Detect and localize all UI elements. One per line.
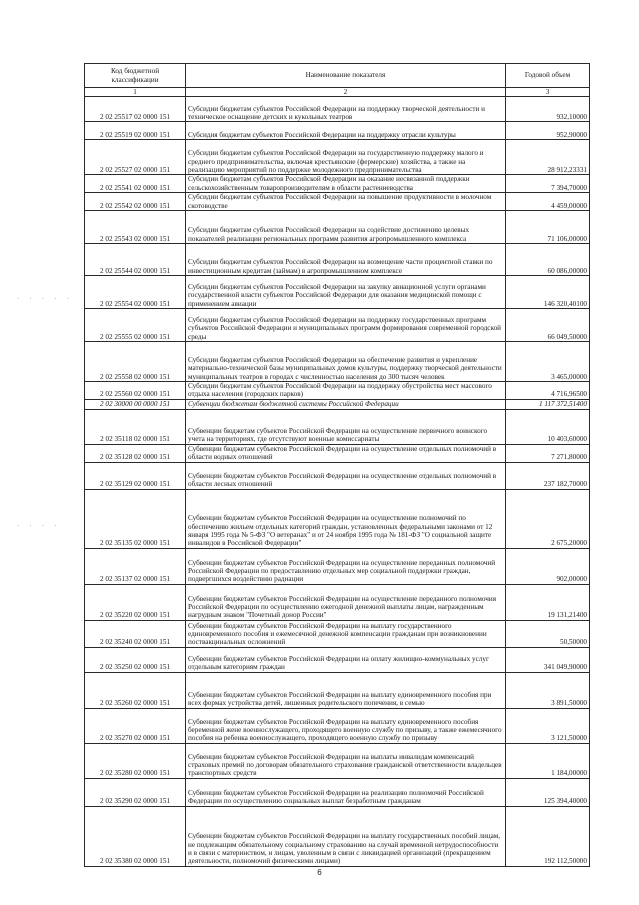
row-code: 2 02 35260 02 0000 151 (85, 672, 186, 708)
row-name: Субсидии бюджетам субъектов Российской Федерации на государственную поддержку малого и среднего предпринимательства, включая крестьянские (фермерские) хозяйства, а также на реализацию мероприятий по поддержке молодежного предпринимательства (186, 140, 506, 175)
row-name: Субвенции бюджетам субъектов Российской Федерации на выплату единовременного пособия беременной жене военнослужащего, проходящего военную службу по призыву, а также ежемесячного пособия на ребенка военнослужащего, проходящего военную службу по призыву (186, 708, 506, 743)
row-value: 19 131,21400 (506, 584, 590, 620)
row-value: 1 117 372,51400 (506, 399, 590, 409)
row-name: Субвенции бюджетам субъектов Российской Федерации на выплату государственных пособий лицам, не подлежащим обязательному социальному страхованию на случай временной нетрудоспособности и в связи с материнством, и лицам, уволенным в связи с ликвидацией организаций (прекращением деятельности, полномочий физическими лицами) (186, 806, 506, 866)
row-code: 2 02 25555 02 0000 151 (85, 309, 186, 342)
row-value: 3 465,00000 (506, 342, 590, 382)
row-value: 7 271,80000 (506, 444, 590, 462)
row-name: Субвенции бюджетам субъектов Российской Федерации на выплаты инвалидам компенсаций страховых премий по договорам обязательного страхования гражданской ответственности владельцев транспортных средств (186, 743, 506, 778)
row-code: 2 02 35220 02 0000 151 (85, 584, 186, 620)
row-name: Субвенции бюджетам субъектов Российской Федерации на осуществление переданных полномочий Российской Федерации по предоставлению отдельных мер социальной поддержки граждан, подвергшихся воздействию радиации (186, 548, 506, 584)
row-name: Субвенции бюджетам субъектов Российской Федерации на оплату жилищно-коммунальных услуг отдельным категориям граждан (186, 647, 506, 672)
scan-artifact: · · · · (16, 522, 60, 530)
column-number-value: 3 (506, 88, 590, 97)
row-name: Субсидии бюджетам субъектов Российской Федерации на повышение продуктивности в молочном скотоводстве (186, 193, 506, 211)
row-code: 2 02 35270 02 0000 151 (85, 708, 186, 743)
row-name: Субвенции бюджетам субъектов Российской Федерации на выплату единовременного пособия при всех формах устройства детей, лишенных родительского попечения, в семью (186, 672, 506, 708)
row-name: Субсидии бюджетам субъектов Российской Федерации на оказание несвязанной поддержки сельскохозяйственным товаропроизводителям в области растениеводства (186, 175, 506, 193)
row-code: 2 02 35290 02 0000 151 (85, 778, 186, 806)
row-value: 952,90000 (506, 122, 590, 140)
row-name: Субвенции бюджетам субъектов Российской Федерации на реализацию полномочий Российской Федерации по осуществлению социальных выплат безработным гражданам (186, 778, 506, 806)
row-value: 4 716,96500 (506, 382, 590, 400)
row-code: 2 02 35135 02 0000 151 (85, 489, 186, 548)
row-code: 2 02 25543 02 0000 151 (85, 211, 186, 244)
budget-table (84, 63, 590, 867)
table-row (85, 462, 590, 489)
header-name: Наименование показателя (186, 64, 506, 88)
row-value: 2 675,20000 (506, 489, 590, 548)
row-code: 2 02 35250 02 0000 151 (85, 647, 186, 672)
table-header-row (85, 64, 590, 88)
row-value: 902,00000 (506, 548, 590, 584)
header-value: Годовой объем (506, 64, 590, 88)
row-code: 2 02 25517 02 0000 151 (85, 97, 186, 122)
row-name: Субвенции бюджетам субъектов Российской Федерации на выплату государственного единовременного пособия и ежемесячной денежной компенсации гражданам при возникновении поствакцинальных осложнений (186, 620, 506, 647)
header-code: Код бюджетной классификации (85, 64, 186, 88)
table-row (85, 211, 590, 244)
row-name: Субвенции бюджетам субъектов Российской Федерации на осуществление переданного полномочия Российской Федерации по осуществлению ежегодной денежной выплаты лицам, награжденным нагрудным знаком "Почетный донор России" (186, 584, 506, 620)
row-code: 2 02 25560 02 0000 151 (85, 382, 186, 400)
row-name: Субсидии бюджетам субъектов Российской Федерации на обеспечение развития и укрепление материально-технической базы муниципальных домов культуры, поддержку творческой деятельности муниципальных театров в городах с численностью населения до 300 тысяч человек (186, 342, 506, 382)
row-code: 2 02 35128 02 0000 151 (85, 444, 186, 462)
row-code: 2 02 35380 02 0000 151 (85, 806, 186, 866)
row-value: 192 112,50000 (506, 806, 590, 866)
row-value: 146 320,40100 (506, 276, 590, 309)
row-value: 50,50000 (506, 620, 590, 647)
table-row (85, 647, 590, 672)
row-code: 2 02 25558 02 0000 151 (85, 342, 186, 382)
row-name: Субсидия бюджетам субъектов Российской Федерации на поддержку отрасли культуры (186, 122, 506, 140)
row-code: 2 02 25544 02 0000 151 (85, 244, 186, 276)
table-row (85, 97, 590, 122)
row-code: 2 02 30000 00 0000 151 (85, 399, 186, 409)
row-name: Субсидии бюджетам субъектов Российской Федерации на закупку авиационной услуги органами государственной власти субъектов Российской Федерации для оказания медицинской помощи с применением авиации (186, 276, 506, 309)
column-number-name: 2 (186, 88, 506, 97)
row-value: 1 184,00000 (506, 743, 590, 778)
table-row (85, 140, 590, 175)
row-name: Субсидии бюджетам субъектов Российской Федерации на поддержку обустройства мест массового отдыха населения (городских парков) (186, 382, 506, 400)
row-name: Субвенции бюджетам субъектов Российской Федерации на осуществление первичного воинского учета на территориях, где отсутствуют военные комиссариаты (186, 409, 506, 444)
table-row (85, 309, 590, 342)
row-code: 2 02 35240 02 0000 151 (85, 620, 186, 647)
row-value: 3 891,50000 (506, 672, 590, 708)
row-name: Субсидии бюджетам субъектов Российской Федерации на поддержку творческой деятельности и техническое оснащение детских и кукольных театров (186, 97, 506, 122)
row-name: Субвенции бюджетам субъектов Российской Федерации на осуществление отдельных полномочий в области лесных отношений (186, 462, 506, 489)
table-row (85, 276, 590, 309)
row-value: 66 049,50000 (506, 309, 590, 342)
table-row (85, 743, 590, 778)
row-value: 71 106,00000 (506, 211, 590, 244)
row-value: 10 403,60000 (506, 409, 590, 444)
table-row (85, 620, 590, 647)
column-number-code: 1 (85, 88, 186, 97)
row-value: 60 086,00000 (506, 244, 590, 276)
row-code: 2 02 25519 02 0000 151 (85, 122, 186, 140)
row-value: 7 394,70000 (506, 175, 590, 193)
row-code: 2 02 25542 02 0000 151 (85, 193, 186, 211)
row-value: 4 459,00000 (506, 193, 590, 211)
table-row (85, 778, 590, 806)
table-row (85, 548, 590, 584)
row-value: 28 912,23331 (506, 140, 590, 175)
row-value: 3 121,50000 (506, 708, 590, 743)
row-name: Субвенции бюджетам субъектов Российской Федерации на осуществление отдельных полномочий в области водных отношений (186, 444, 506, 462)
column-number-row (85, 88, 590, 97)
row-value: 932,10000 (506, 97, 590, 122)
row-code: 2 02 35129 02 0000 151 (85, 462, 186, 489)
row-code: 2 02 25541 02 0000 151 (85, 175, 186, 193)
row-code: 2 02 25527 02 0000 151 (85, 140, 186, 175)
row-code: 2 02 35280 02 0000 151 (85, 743, 186, 778)
row-value: 125 394,40000 (506, 778, 590, 806)
row-name: Субсидии бюджетам субъектов Российской Федерации на поддержку государственных программ субъектов Российской Федерации и муниципальных программ формирования современной городской среды (186, 309, 506, 342)
row-code: 2 02 35118 02 0000 151 (85, 409, 186, 444)
table-row (85, 193, 590, 211)
table-row (85, 399, 590, 409)
row-name: Субсидии бюджетам субъектов Российской Федерации на возмещение части процентной ставки по инвестиционным кредитам (займам) в агропромышленном комплексе (186, 244, 506, 276)
table-row (85, 708, 590, 743)
row-value: 341 049,90000 (506, 647, 590, 672)
table-row (85, 342, 590, 382)
row-code: 2 02 25554 02 0000 151 (85, 276, 186, 309)
table-row (85, 244, 590, 276)
table-row (85, 806, 590, 866)
scan-artifact: · · · · · (16, 295, 72, 303)
row-name: Субвенции бюджетам бюджетной системы Российской Федерации (186, 399, 506, 409)
table-row (85, 444, 590, 462)
table-row (85, 175, 590, 193)
row-name: Субвенции бюджетам субъектов Российской Федерации на осуществление полномочий по обеспечению жильем отдельных категорий граждан, установленных федеральными законами от 12 января 1995 года № 5-ФЗ "О ветеранах" и от 24 ноября 1995 года № 181-ФЗ "О социальной защите инвалидов в Российской Федерации" (186, 489, 506, 548)
page-number: 6 (317, 868, 322, 877)
table-row (85, 409, 590, 444)
row-name: Субсидии бюджетам субъектов Российской Федерации на содействие достижению целевых показателей реализации региональных программ развития агропромышленного комплекса (186, 211, 506, 244)
table-row (85, 122, 590, 140)
row-value: 237 182,70000 (506, 462, 590, 489)
table-row (85, 584, 590, 620)
table-row (85, 489, 590, 548)
table-row (85, 672, 590, 708)
row-code: 2 02 35137 02 0000 151 (85, 548, 186, 584)
table-row (85, 382, 590, 400)
